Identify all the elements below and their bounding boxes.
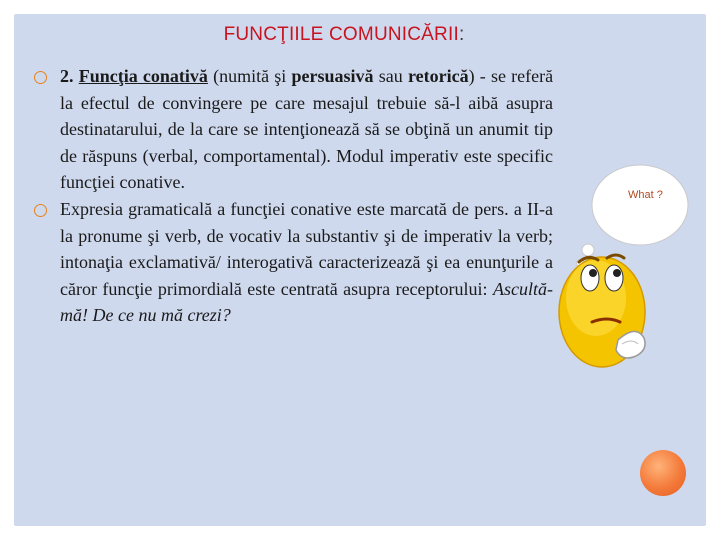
thinking-smiley-icon	[552, 150, 702, 380]
term-conativa: conativă	[142, 66, 208, 86]
bullet-list	[34, 63, 553, 329]
slide-title	[14, 24, 674, 46]
bullet-icon	[34, 71, 47, 84]
term-functia: Funcţia	[78, 66, 138, 86]
item-number: 2.	[60, 66, 74, 86]
bubble-text: What ?	[628, 189, 663, 201]
decorative-orange-circle	[640, 450, 686, 496]
title-text: FUNCŢIILE COMUNICĂRII	[223, 24, 459, 45]
example-text: Ascultă-mă! De ce nu mă crezi?	[60, 278, 554, 326]
term-retorica: retorică	[407, 66, 469, 86]
bullet-item-conative	[34, 63, 553, 196]
word-sau: sau	[378, 66, 403, 86]
definition-text: ) - se referă la efectul de convingere pe care mesajul trebuie să-l aibă asupra destinatarului, de la care se intenţionează să se obţină un anumit tip de răspuns (verbal, comportamental). Modul imperativ este specific funcţiei conative.	[60, 66, 554, 193]
expression-text: Expresia gramaticală a funcţiei conative este marcată de pers. a II-a la pronume şi verb, de vocativ la substantiv şi de imperativ la verb; intonaţia exclamativă/ interogativă caracterizează şi ea enunţurile a căror funcţie primordială este centrată asupra receptorului:	[60, 198, 553, 299]
paren-open: (numită şi	[213, 66, 287, 86]
title-colon: :	[458, 24, 465, 45]
term-persuasiva: persuasivă	[291, 66, 374, 86]
bullet-item-expression	[34, 196, 553, 329]
bullet-icon	[34, 204, 47, 217]
